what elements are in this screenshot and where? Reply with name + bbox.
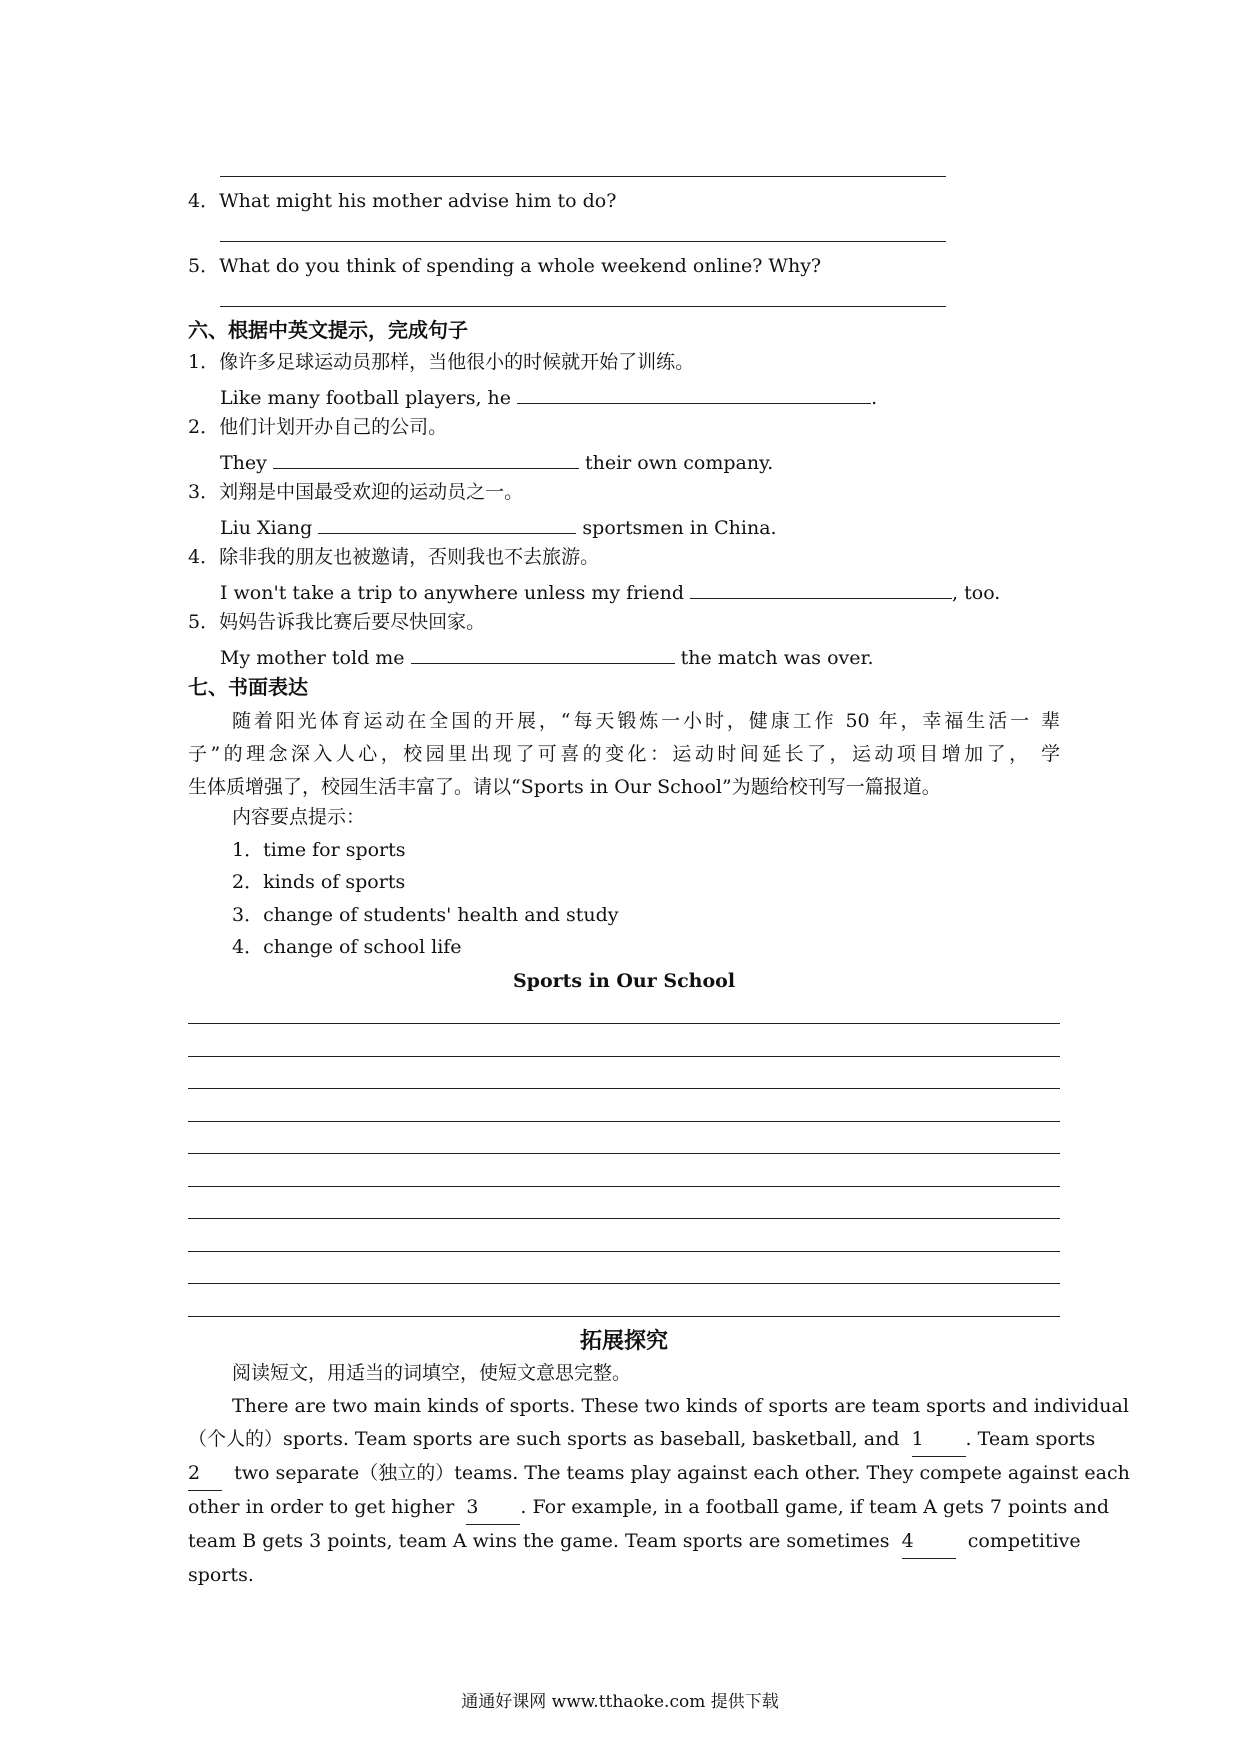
s6-item5-en: My mother told me the match was over. (220, 643, 874, 670)
writing-line[interactable] (188, 1056, 1060, 1057)
page-footer: 通通好课网 www.tthaoke.com 提供下载 (461, 1692, 779, 1712)
writing-line[interactable] (188, 1251, 1060, 1252)
writing-line[interactable] (188, 1088, 1060, 1089)
writing-line[interactable] (188, 1153, 1060, 1154)
blank-2[interactable]: 2 (188, 1457, 222, 1491)
writing-line[interactable] (188, 1121, 1060, 1122)
writing-line[interactable] (188, 1186, 1060, 1187)
hint-item: 2．kinds of sports (232, 871, 406, 893)
s6-item4-zh: 4．除非我的朋友也被邀请，否则我也不去旅游。 (188, 546, 600, 568)
passage-line: other in order to get higher 3 . For example, in a football game, if team A gets 7 points and (188, 1491, 1060, 1525)
hint-item: 3．change of students' health and study (232, 904, 619, 926)
question-number: 4． (188, 190, 220, 212)
s6-item3-en: Liu Xiang sportsmen in China. (220, 513, 777, 540)
s6-item1-en: Like many football players, he . (220, 383, 877, 410)
extension-passage (188, 1390, 1130, 1592)
section6-title: 六、根据中英文提示，完成句子 (188, 318, 468, 342)
essay-title: Sports in Our School (512, 970, 736, 992)
question-4 (188, 189, 616, 213)
question-text: What do you think of spending a whole weekend online? Why? (219, 255, 822, 277)
question-number: 5． (188, 255, 220, 277)
extension-title: 拓展探究 (579, 1328, 668, 1354)
s6-item2-zh: 2．他们计划开办自己的公司。 (188, 416, 448, 438)
section7-title: 七、书面表达 (188, 675, 308, 699)
fill-blank[interactable] (690, 578, 952, 599)
answer-line-q4 (220, 241, 946, 242)
intro-line: 子”的理念深入人心，校园里出现了可喜的变化：运动时间延长了，运动项目增加了， 学 (188, 743, 1060, 765)
answer-line-q5 (220, 306, 946, 307)
writing-line[interactable] (188, 1283, 1060, 1284)
s6-item1-zh: 1．像许多足球运动员那样，当他很小的时候就开始了训练。 (188, 351, 695, 373)
blank-1[interactable]: 1 (912, 1423, 966, 1457)
answer-line-q3 (220, 176, 946, 177)
intro-line: 随着阳光体育运动在全国的开展，“每天锻炼一小时，健康工作 50 年，幸福生活一 辈 (232, 710, 1060, 732)
passage-line: sports. (188, 1564, 254, 1586)
blank-3[interactable]: 3 (466, 1491, 520, 1525)
intro-line: 生体质增强了，校园生活丰富了。请以“Sports in Our School”为题给校刊写一篇报道。 (188, 776, 941, 798)
passage-line: There are two main kinds of sports. These two kinds of sports are team sports and individual (232, 1395, 1129, 1417)
question-5 (188, 254, 821, 278)
fill-blank[interactable] (517, 383, 871, 404)
blank-4[interactable]: 4 (902, 1525, 956, 1559)
s6-item3-zh: 3．刘翔是中国最受欢迎的运动员之一。 (188, 481, 524, 503)
hint-item: 4．change of school life (232, 936, 462, 958)
extension-instruction: 阅读短文，用适当的词填空，使短文意思完整。 (232, 1362, 632, 1384)
writing-line[interactable] (188, 1218, 1060, 1219)
hint-label: 内容要点提示： (232, 806, 366, 828)
passage-line: （个人的）sports. Team sports are such sports as baseball, basketball, and 1 . Team sports (188, 1423, 1060, 1457)
section7-intro (188, 705, 1060, 804)
fill-blank[interactable] (318, 513, 576, 534)
writing-line[interactable] (188, 1023, 1060, 1024)
passage-line: 2 two separate（独立的）teams. The teams play against each other. They compete against each (188, 1457, 1060, 1491)
s6-item2-en: They their own company. (220, 448, 773, 475)
writing-line[interactable] (188, 1316, 1060, 1317)
fill-blank[interactable] (273, 448, 579, 469)
question-text: What might his mother advise him to do? (219, 190, 617, 212)
s6-item4-en: I won't take a trip to anywhere unless my friend , too. (220, 578, 1000, 605)
fill-blank[interactable] (411, 643, 675, 664)
passage-line: team B gets 3 points, team A wins the game. Team sports are sometimes 4 competitive (188, 1525, 1060, 1559)
s6-item5-zh: 5．妈妈告诉我比赛后要尽快回家。 (188, 611, 486, 633)
hint-item: 1．time for sports (232, 839, 406, 861)
